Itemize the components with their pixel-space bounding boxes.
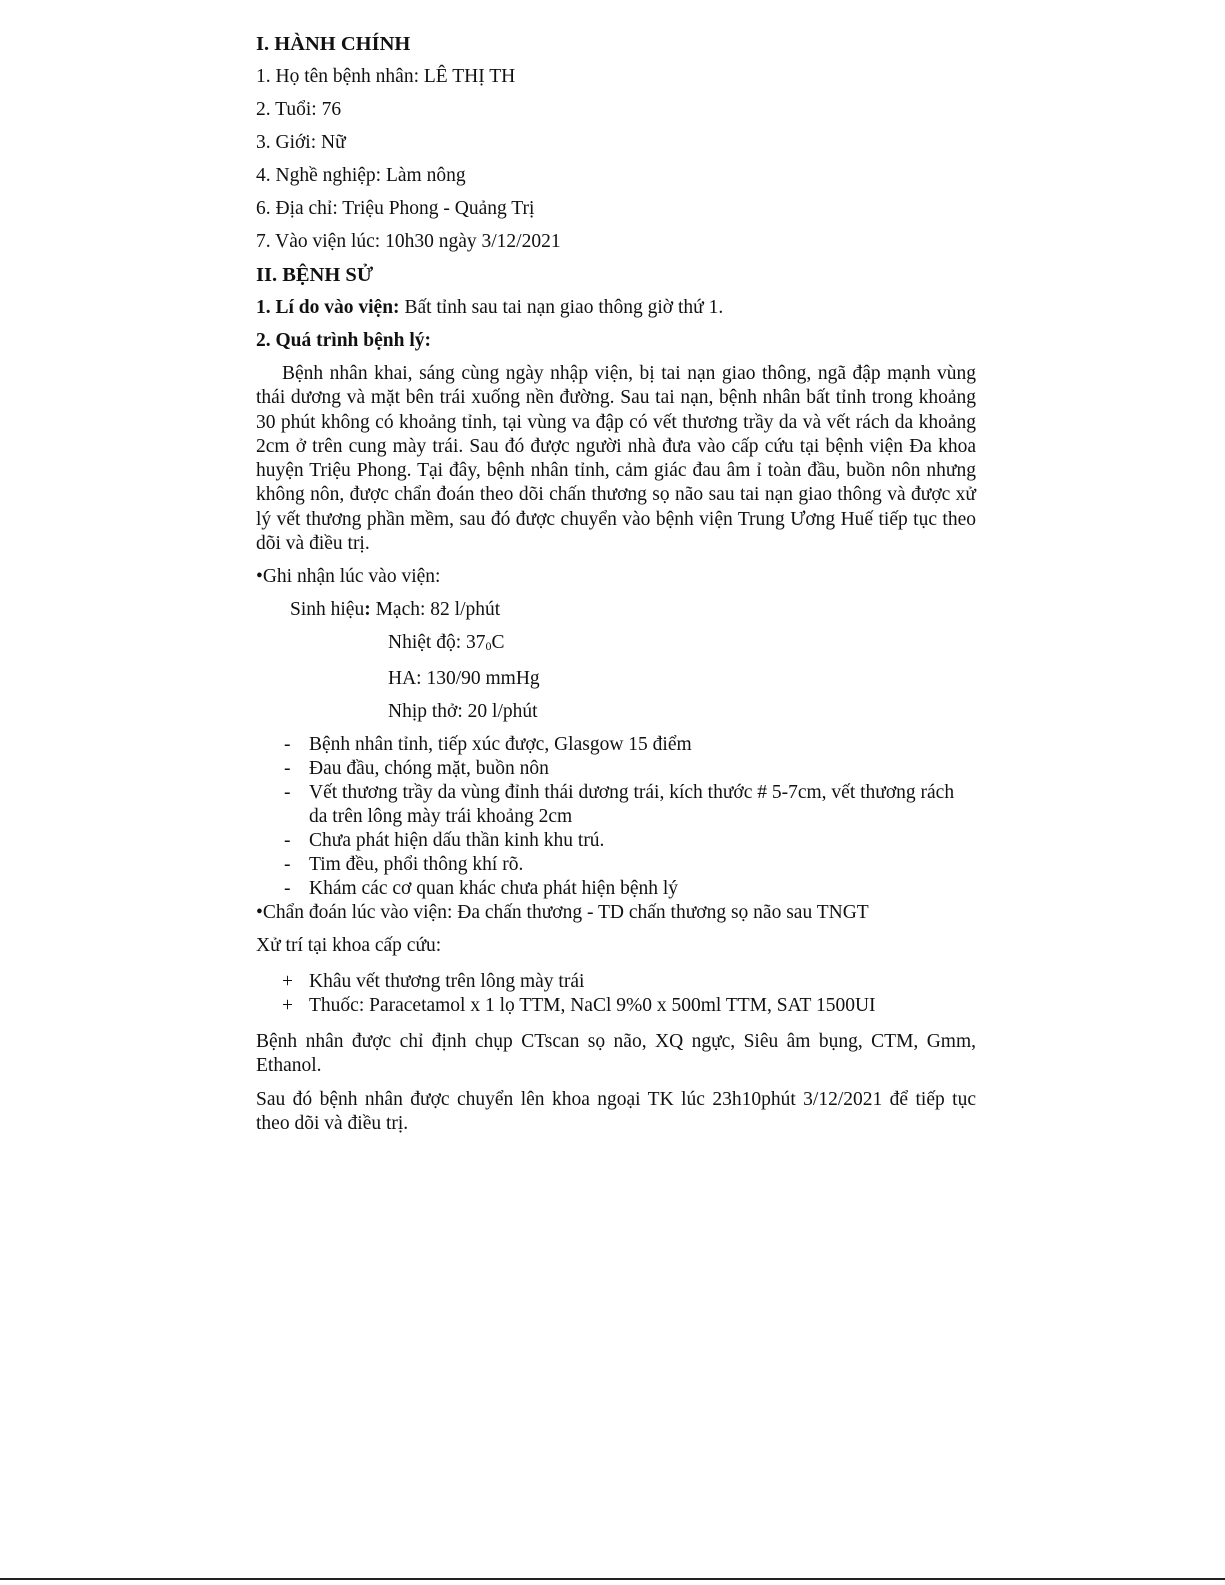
process-paragraph: Bệnh nhân khai, sáng cùng ngày nhập viện, bị tai nạn giao thông, ngã đập mạnh vùng thái dương và mặt bên trái xuống nền đường. Sau tai nạn, bệnh nhân bất tỉnh trong khoảng 30 phút không có khoảng tỉnh, tại vùng va đập có vết thương trầy da và vết rách da khoảng 2cm ở trên cung mày trái. Sau đó được người nhà đưa vào cấp cứu tại bệnh viện Đa khoa huyện Triệu Phong. Tại đây, bệnh nhân tỉnh, cảm giác đau âm ỉ toàn đầu, buồn nôn nhưng không nôn, được chẩn đoán theo dõi chấn thương sọ não sau tai nạn giao thông và được xử lý vết thương phần mềm, sau đó được chuyển vào bệnh viện Trung Ương Huế tiếp tục theo dõi và điều trị. — [256, 363, 976, 555]
vitals-temp-row — [388, 631, 976, 658]
vitals-temp-prefix: Nhiệt độ: 37 — [388, 632, 486, 654]
findings-list — [256, 733, 976, 901]
process-label: 2. Quá trình bệnh lý: — [256, 330, 431, 351]
section-history-title: II. BỆNH SỬ — [256, 264, 374, 286]
reason-line — [256, 296, 976, 320]
vitals-resp: Nhịp thở: 20 l/phút — [388, 701, 538, 723]
admin-item: 3. Giới: Nữ — [256, 132, 346, 153]
section-admin-title: I. HÀNH CHÍNH — [256, 33, 411, 55]
admin-item: 4. Nghề nghiệp: Làm nông — [256, 165, 466, 186]
vitals-temp-unit: C — [491, 632, 505, 654]
er-label: Xử trí tại khoa cấp cứu: — [256, 935, 442, 957]
page-bottom-divider — [0, 1578, 1225, 1580]
orders-paragraph: Bệnh nhân được chỉ định chụp CTscan sọ não, XQ ngực, Siêu âm bụng, CTM, Gmm, Ethanol. — [256, 1031, 976, 1077]
document-page — [256, 32, 976, 1146]
vitals-colon: : — [364, 599, 371, 621]
vitals-label: Sinh hiệu — [290, 599, 365, 621]
finding-item: - Vết thương trầy da vùng đỉnh thái dương trái, kích thước # 5-7cm, vết thương rách da trên lông mày trái khoảng 2cm — [284, 781, 976, 829]
finding-item: - Chưa phát hiện dấu thần kinh khu trú. — [284, 829, 976, 853]
admin-item: 2. Tuổi: 76 — [256, 99, 342, 120]
er-item: + Thuốc: Paracetamol x 1 lọ TTM, NaCl 9%0 x 500ml TTM, SAT 1500UI — [284, 994, 976, 1018]
vitals-pulse: Mạch: 82 l/phút — [370, 599, 501, 621]
vitals-pulse-row — [290, 598, 976, 622]
admin-item: 1. Họ tên bệnh nhân: LÊ THỊ TH — [256, 66, 516, 87]
reason-label: 1. Lí do vào viện: — [256, 297, 400, 318]
finding-item: - Tim đều, phổi thông khí rõ. — [284, 853, 976, 877]
vitals-block — [290, 598, 976, 724]
er-item: + Khâu vết thương trên lông mày trái — [284, 970, 976, 994]
er-list — [256, 970, 976, 1018]
transfer-paragraph: Sau đó bệnh nhân được chuyển lên khoa ngoại TK lúc 23h10phút 3/12/2021 để tiếp tục theo dõi và điều trị. — [256, 1089, 976, 1135]
vitals-bp: HA: 130/90 mmHg — [388, 668, 540, 690]
vitals-temp-degree: 0 — [485, 639, 492, 654]
finding-item: - Khám các cơ quan khác chưa phát hiện bệnh lý — [284, 877, 976, 901]
finding-item: - Đau đầu, chóng mặt, buồn nôn — [284, 757, 976, 781]
admin-item: 7. Vào viện lúc: 10h30 ngày 3/12/2021 — [256, 231, 561, 252]
admin-item: 6. Địa chỉ: Triệu Phong - Quảng Trị — [256, 198, 535, 219]
admission-note: •Ghi nhận lúc vào viện: — [256, 566, 441, 588]
reason-text: Bất tỉnh sau tai nạn giao thông giờ thứ 1. — [399, 297, 724, 318]
finding-item: - Bệnh nhân tỉnh, tiếp xúc được, Glasgow 15 điểm — [284, 733, 976, 757]
diagnosis-line: •Chẩn đoán lúc vào viện: Đa chấn thương - TD chấn thương sọ não sau TNGT — [256, 902, 869, 924]
